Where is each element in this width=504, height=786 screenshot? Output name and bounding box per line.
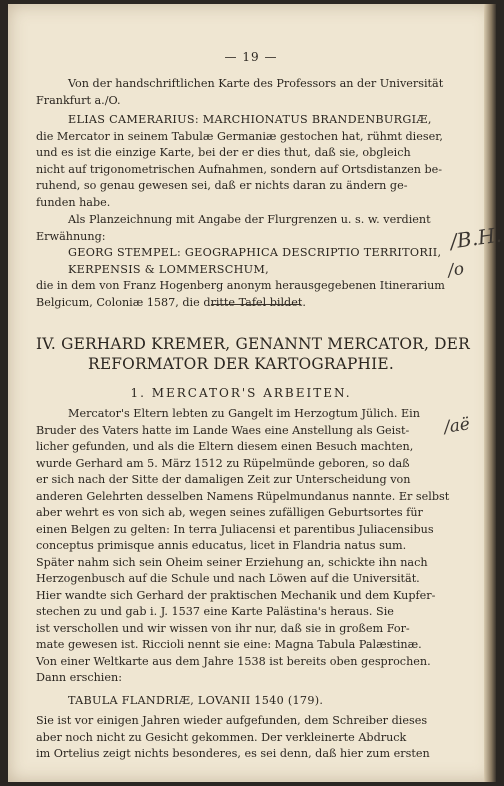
- top-block: [36, 76, 446, 109]
- text-line: Mercator's Eltern lebten zu Gangelt im Herzogtum Jülich. Ein: [68, 407, 420, 420]
- book-spine-edge: [484, 4, 496, 782]
- entry-title: GEORG STEMPEL: GEOGRAPHICA DESCRIPTIO TERRITORII,: [68, 246, 442, 259]
- text-line: ruhend, so genau gewesen sei, daß er nichts daran zu ändern ge-: [36, 179, 408, 192]
- text-line: Von einer Weltkarte aus dem Jahre 1538 ist bereits oben gesprochen.: [36, 654, 431, 668]
- text-line: Als Planzeichnung mit Angabe der Flurgrenzen u. s. w. verdient: [68, 213, 431, 226]
- text-line: Herzogenbusch auf die Schule und nach Löwen auf die Universität.: [36, 572, 420, 585]
- text-line: nicht auf trigonometrischen Aufnahmen, sondern auf Ortsdistanzen be-: [36, 162, 443, 176]
- text-line: er sich nach der Sitte der damaligen Zeit zur Unterscheidung von: [36, 473, 411, 486]
- text-line: Frankfurt a./O.: [36, 93, 121, 107]
- chapter-heading-line: REFORMATOR DER KARTOGRAPHIE.: [88, 355, 394, 373]
- text-line: Hier wandte sich Gerhard der praktischen Mechanik und dem Kupfer-: [36, 588, 436, 602]
- text-line: im Ortelius zeigt nichts besonderes, es sei denn, daß hier zum ersten: [36, 747, 430, 760]
- entry-title: ELIAS CAMERARIUS: MARCHIONATUS BRANDENBURGIÆ,: [68, 113, 432, 126]
- entry-camerarius: [36, 112, 446, 211]
- text-line: einen Belgen zu gelten: In terra Juliacensi et parentibus Juliacensibus: [36, 522, 434, 536]
- section-heading: 1. MERCATOR'S ARBEITEN.: [130, 386, 352, 400]
- text-line: die in dem von Franz Hogenberg anonym herausgegebenen Itinerarium: [36, 279, 445, 292]
- text-line: Von der handschriftlichen Karte des Professors an der Universität: [68, 77, 444, 90]
- entry-flandria: [36, 693, 446, 710]
- text-line: mate gewesen ist. Riccioli nennt sie eine: Magna Tabula Palæstinæ.: [36, 638, 422, 651]
- main-paragraph: [36, 406, 450, 687]
- page-number: — 19 —: [224, 50, 278, 64]
- handwritten-margin-note: /B.H.: [448, 222, 504, 254]
- chapter-heading: [36, 334, 470, 374]
- text-line: aber wehrt es von sich ab, wegen seines zufälligen Geburtsortes für: [36, 506, 423, 519]
- text-line: conceptus primisque annis educatus, licet in Flandria natus sum.: [36, 539, 407, 552]
- text-line: stechen zu und gab i. J. 1537 eine Karte Palästina's heraus. Sie: [36, 605, 394, 618]
- handwritten-margin-note: /o: [446, 258, 466, 282]
- entry-stempel: [36, 212, 446, 311]
- text-line: Dann erschien:: [36, 671, 122, 684]
- section-divider: [211, 304, 301, 305]
- text-line: Später nahm sich sein Oheim seiner Erziehung an, schickte ihn nach: [36, 555, 428, 569]
- text-line: Belgicum, Coloniæ 1587, die dritte Tafel bildet.: [36, 295, 306, 309]
- text-line: und es ist die einzige Karte, bei der er dies thut, daß sie, obgleich: [36, 146, 411, 159]
- text-line: Erwähnung:: [36, 229, 106, 243]
- text-line: anderen Gelehrten desselben Namens Rüpelmundanus nannte. Er selbst: [36, 489, 450, 503]
- text-line: funden habe.: [36, 195, 111, 209]
- text-line: licher gefunden, und als die Eltern diesem einen Besuch machten,: [36, 440, 414, 453]
- text-line: aber noch nicht zu Gesicht gekommen. Der verkleinerte Abdruck: [36, 730, 407, 744]
- entry-title: KERPENSIS & LOMMERSCHUM,: [68, 262, 269, 276]
- entry-title: TABULA FLANDRIÆ, LOVANII 1540 (179).: [68, 694, 324, 707]
- chapter-heading-line: IV. GERHARD KREMER, GENANNT MERCATOR, DER: [36, 335, 470, 353]
- text-line: Bruder des Vaters hatte im Lande Waes eine Anstellung als Geist-: [36, 423, 410, 437]
- final-paragraph: [36, 713, 446, 763]
- handwritten-margin-note: /aë: [442, 414, 472, 438]
- text-line: die Mercator in seinem Tabulæ Germaniæ gestochen hat, rühmt dieser,: [36, 129, 443, 143]
- book-page: [8, 4, 504, 782]
- text-line: wurde Gerhard am 5. März 1512 zu Rüpelmünde geboren, so daß: [36, 456, 410, 470]
- text-line: Sie ist vor einigen Jahren wieder aufgefunden, dem Schreiber dieses: [36, 714, 428, 727]
- text-line: ist verschollen und wir wissen von ihr nur, daß sie in großem For-: [36, 621, 410, 635]
